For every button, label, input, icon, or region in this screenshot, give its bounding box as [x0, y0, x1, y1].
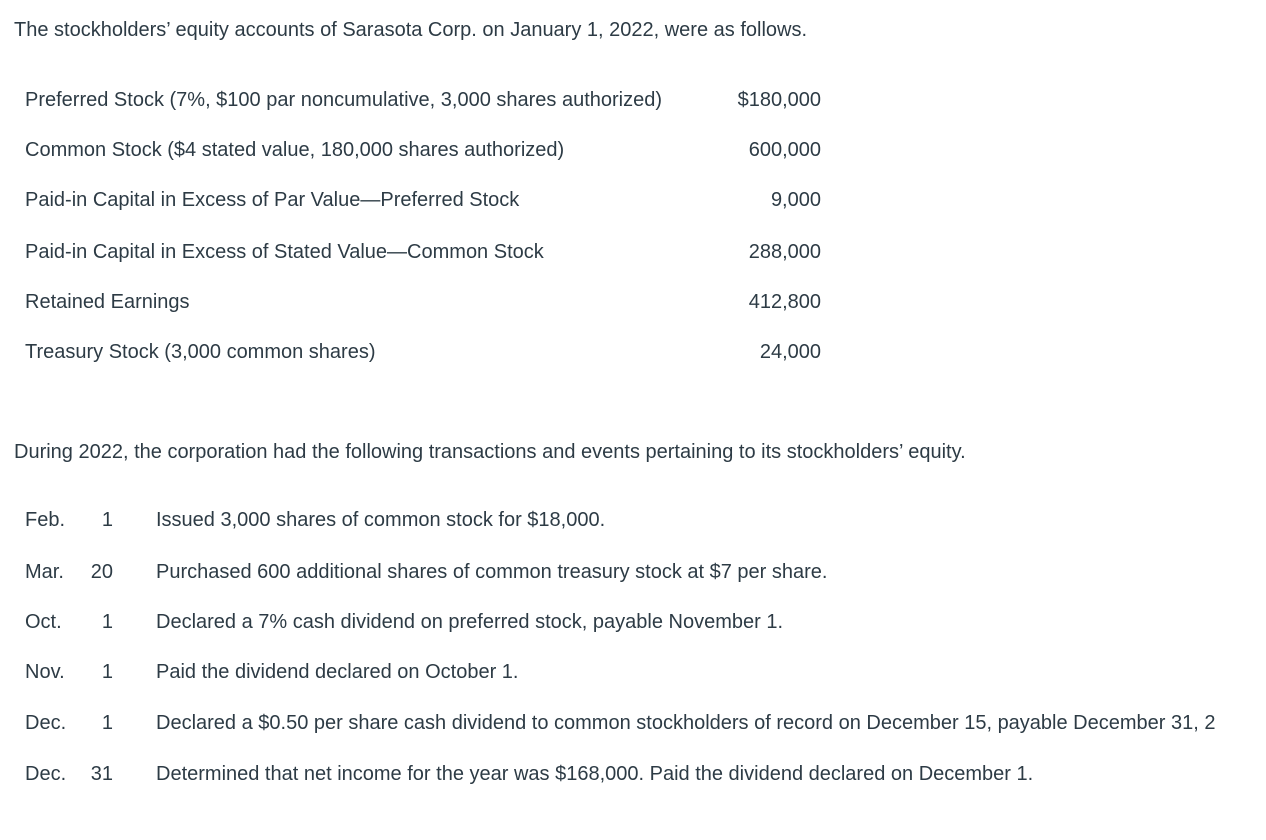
transaction-month: Dec.	[25, 712, 67, 734]
account-amount: $180,000	[737, 89, 821, 111]
account-amount: 412,800	[748, 291, 821, 313]
account-label: Preferred Stock (7%, $100 par noncumulative, 3,000 shares authorized)	[25, 89, 663, 111]
transaction-day: 1	[101, 712, 113, 734]
account-amount: 9,000	[770, 189, 821, 211]
transaction-description: Paid the dividend declared on October 1.	[156, 661, 519, 683]
account-label: Paid-in Capital in Excess of Par Value—Preferred Stock	[25, 189, 520, 211]
account-label: Paid-in Capital in Excess of Stated Value—Common Stock	[25, 241, 544, 263]
transaction-description: Declared a 7% cash dividend on preferred stock, payable November 1.	[156, 611, 784, 633]
transaction-day: 1	[101, 509, 113, 531]
transaction-month: Oct.	[25, 611, 62, 633]
transaction-day: 31	[90, 763, 113, 785]
transaction-description: Declared a $0.50 per share cash dividend to common stockholders of record on December 15, payable December 31, 2	[156, 712, 1216, 734]
account-label: Common Stock ($4 stated value, 180,000 shares authorized)	[25, 139, 565, 161]
transactions-intro-text: During 2022, the corporation had the following transactions and events pertaining to its stockholders’ equity.	[14, 441, 966, 463]
account-label: Treasury Stock (3,000 common shares)	[25, 341, 376, 363]
intro-text: The stockholders’ equity accounts of Sarasota Corp. on January 1, 2022, were as follows.	[14, 19, 808, 41]
account-amount: 600,000	[748, 139, 821, 161]
transaction-day: 1	[101, 661, 113, 683]
transaction-day: 1	[101, 611, 113, 633]
transaction-day: 20	[90, 561, 113, 583]
account-amount: 288,000	[748, 241, 821, 263]
transaction-description: Issued 3,000 shares of common stock for $18,000.	[156, 509, 606, 531]
transaction-description: Purchased 600 additional shares of common treasury stock at $7 per share.	[156, 561, 828, 583]
transaction-description: Determined that net income for the year was $168,000. Paid the dividend declared on December 1.	[156, 763, 1034, 785]
transaction-month: Nov.	[25, 661, 65, 683]
transaction-month: Dec.	[25, 763, 67, 785]
account-label: Retained Earnings	[25, 291, 190, 313]
transaction-month: Feb.	[25, 509, 66, 531]
transaction-month: Mar.	[25, 561, 64, 583]
account-amount: 24,000	[759, 341, 821, 363]
